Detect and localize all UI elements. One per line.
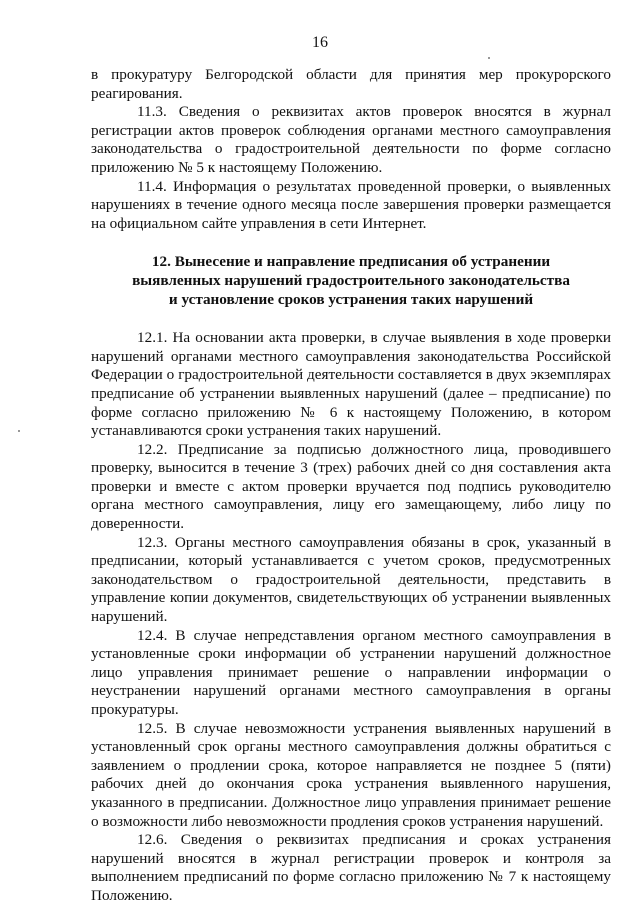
- section-12-heading-line-2: выявленных нарушений градостроительного законодательства: [132, 271, 570, 289]
- paragraph-12-4: 12.4. В случае непредставления органом местного самоуправления в установленные сроки информации об устранении нарушений должностное лицо управления принимает решение о направлении информации о неустранении нарушений органами местного самоуправления в органы прокуратуры.: [91, 626, 611, 718]
- page-number: 16: [312, 34, 328, 51]
- section-12-heading: [91, 253, 611, 309]
- paragraph-12-6: 12.6. Сведения о реквизитах предписания и сроках устранения нарушений вносятся в журнал регистрации проверок и контроля за выполнением предписаний по форме согласно приложению № 7 к настоящему Положению.: [91, 831, 611, 904]
- section-12-heading-line-1: 12. Вынесение и направление предписания об устранении: [151, 253, 551, 271]
- paragraph-11-4: 11.4. Информация о результатах проведенной проверки, о выявленных нарушениях в течение одного месяца после завершения проверки размещается на официальном сайте управления в сети Интернет.: [91, 177, 611, 232]
- scan-speck: [18, 430, 20, 432]
- document-body: [91, 66, 611, 906]
- paragraph-11-3: 11.3. Сведения о реквизитах актов проверок вносятся в журнал регистрации актов проверок соблюдения органами местного самоуправления законодательства о градостроительной деятельности по форме согласно приложению № 5 к настоящему Положению.: [91, 103, 611, 176]
- section-12-heading-line-3: и установление сроков устранения таких нарушений: [168, 290, 534, 308]
- paragraph-12-1: 12.1. На основании акта проверки, в случае выявления в ходе проверки нарушений органами местного самоуправления законодательства Российской Федерации о градостроительной деятельности составляется в двух экземплярах предписание об устранении выявленных нарушений (далее – предписание) по форме согласно приложению № 6 к настоящему Положению, в котором устанавливаются сроки устранения таких нарушений.: [91, 329, 611, 440]
- paragraph-12-3: 12.3. Органы местного самоуправления обязаны в срок, указанный в предписании, который устанавливается с учетом сроков, предусмотренных законодательством о градостроительной деятельности, представить в управление копии документов, свидетельствующих об устранении выявленных нарушений.: [91, 533, 611, 626]
- paragraph-12-2: 12.2. Предписание за подписью должностного лица, проводившего проверку, выносится в течение 3 (трех) рабочих дней со дня составления акта проверки и вместе с актом проверки вручается под подпись руководителю органа местного самоуправления, лицу его замещающему, либо лицу по доверенности.: [91, 440, 611, 533]
- intro-paragraph: в прокуратуру Белгородской области для принятия мер прокурорского реагирования.: [91, 66, 611, 102]
- paragraph-12-5: 12.5. В случае невозможности устранения выявленных нарушений в установленный срок органы местного самоуправления должны обратиться с заявлением о продлении срока, которое направляется не позднее 5 (пяти) рабочих дней до окончания срока устранения выявленного нарушения, указанного в предписании. Должностное лицо управления принимает решение о возможности либо невозможности продления сроков устранения нарушений.: [91, 719, 611, 830]
- scan-speck: [488, 57, 490, 59]
